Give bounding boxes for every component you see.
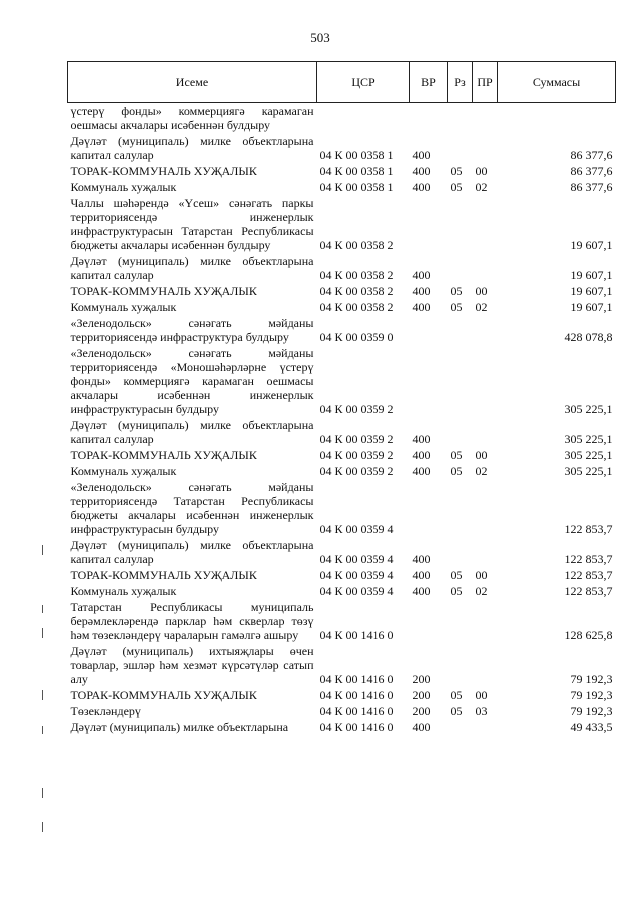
cell-pr: 03 [475,704,488,718]
cell-name: Дәүләт (муниципаль) милке объектларына капитал салулар [70,134,314,162]
cell-name: Төзекләндерү [70,704,141,718]
cell-rz: 05 [450,704,463,718]
table-row [68,417,616,447]
cell-name: Дәүләт (муниципаль) милке объектларына капитал салулар [70,538,314,566]
cell-vr: 200 [412,704,431,718]
table-row [68,463,616,479]
cell-vr: 400 [412,180,431,194]
cell-sum: 305 225,1 [564,402,613,416]
cell-pr [473,599,498,643]
cell-pr [473,345,498,417]
table-row [68,179,616,195]
column-header-pr: ПР [473,62,498,103]
table-row [68,299,616,315]
cell-sum: 19 607,1 [570,300,613,314]
cell-csr: 04 К 00 0359 4 [319,552,394,566]
cell-name: Чаллы шәһәрендә «Үсеш» сәнәгать паркы территориясендә инженерлык инфраструктурасын Татарстан Республикасы бюджеты акчалары исәбеннән булдыру [70,196,314,252]
cell-rz [448,315,473,345]
cell-pr [473,537,498,567]
cell-pr [473,643,498,687]
cell-name: Коммуналь хуҗалык [70,464,177,478]
cell-rz [448,133,473,163]
cell-rz: 05 [450,464,463,478]
cell-vr: 400 [412,584,431,598]
cell-pr [473,133,498,163]
cell-rz: 05 [450,284,463,298]
column-header-csr: ЦСР [317,62,410,103]
cell-pr: 02 [475,584,488,598]
cell-name: ТОРАК-КОММУНАЛЬ ХУҖАЛЫК [70,568,257,582]
cell-rz [448,195,473,253]
cell-rz [448,537,473,567]
cell-rz: 05 [450,568,463,582]
cell-csr: 04 К 00 0359 2 [319,402,394,416]
cell-pr [473,417,498,447]
table-row [68,643,616,687]
cell-sum: 128 625,8 [564,628,613,642]
column-header-sum: Суммасы [498,62,616,103]
cell-rz: 05 [450,448,463,462]
cell-csr: 04 К 00 1416 0 [319,704,394,718]
cell-name: ТОРАК-КОММУНАЛЬ ХУҖАЛЫК [70,448,257,462]
cell-rz: 05 [450,164,463,178]
table-row [68,283,616,299]
cell-vr: 400 [412,464,431,478]
table-row [68,703,616,719]
cell-vr: 400 [412,568,431,582]
table-row [68,103,616,134]
cell-rz: 05 [450,688,463,702]
cell-sum: 86 377,6 [570,180,613,194]
cell-rz [448,253,473,283]
table-row [68,133,616,163]
table-row [68,195,616,253]
cell-pr: 00 [475,164,488,178]
cell-rz: 05 [450,300,463,314]
table-row [68,687,616,703]
cell-vr [410,599,448,643]
cell-csr: 04 К 00 0358 2 [319,300,394,314]
cell-vr: 400 [412,284,431,298]
cell-pr [473,253,498,283]
cell-pr [473,103,498,134]
table-row [68,537,616,567]
cell-sum: 122 853,7 [564,522,613,536]
cell-sum: 79 192,3 [570,672,613,686]
cell-name: Дәүләт (муниципаль) ихтыяҗлары өчен товарлар, эшләр һәм хезмәт күрсәтүләр сатып алу [70,644,314,686]
cell-name: Дәүләт (муниципаль) милке объектларына капитал салулар [70,418,314,446]
cell-name: ТОРАК-КОММУНАЛЬ ХУҖАЛЫК [70,164,257,178]
cell-pr: 00 [475,688,488,702]
cell-sum: 86 377,6 [570,164,613,178]
table-row [68,479,616,537]
cell-vr [410,195,448,253]
cell-csr: 04 К 00 0359 4 [319,568,394,582]
cell-name: Коммуналь хуҗалык [70,584,177,598]
cell-sum: 19 607,1 [570,268,613,282]
column-header-vr: ВР [410,62,448,103]
cell-pr [473,719,498,735]
cell-csr: 04 К 00 0358 1 [319,180,394,194]
cell-name: «Зеленодольск» сәнәгать мәйданы территориясендә Татарстан Республикасы бюджеты акчалары исәбеннән инженерлык инфраструктурасын булдыру [70,480,314,536]
cell-rz [448,345,473,417]
cell-pr: 00 [475,568,488,582]
cell-csr [317,103,410,134]
table-row [68,315,616,345]
cell-csr: 04 К 00 0359 4 [319,584,394,598]
cell-csr: 04 К 00 0358 2 [319,268,394,282]
cell-sum: 428 078,8 [564,330,613,344]
cell-csr: 04 К 00 0358 2 [319,284,394,298]
cell-rz [448,479,473,537]
cell-vr: 400 [412,552,431,566]
cell-vr: 400 [412,268,431,282]
cell-sum [498,103,616,134]
cell-sum: 19 607,1 [570,238,613,252]
cell-csr: 04 К 00 0358 2 [319,238,394,252]
cell-pr: 02 [475,180,488,194]
cell-pr [473,479,498,537]
cell-sum: 122 853,7 [564,552,613,566]
cell-csr: 04 К 00 0359 0 [319,330,394,344]
cell-vr [410,345,448,417]
cell-pr [473,315,498,345]
cell-vr [410,103,448,134]
cell-csr: 04 К 00 1416 0 [319,672,394,686]
cell-vr: 400 [412,164,431,178]
cell-vr: 400 [412,300,431,314]
cell-csr: 04 К 00 0358 1 [319,164,394,178]
cell-vr [410,315,448,345]
cell-name: Коммуналь хуҗалык [70,180,177,194]
table-row [68,567,616,583]
cell-rz [448,417,473,447]
cell-vr: 200 [412,672,431,686]
cell-csr: 04 К 00 1416 0 [319,720,394,734]
cell-sum: 305 225,1 [564,448,613,462]
cell-vr: 400 [412,432,431,446]
table-row [68,163,616,179]
table-row [68,719,616,735]
cell-name: Дәүләт (муниципаль) милке объектларына капитал салулар [70,254,314,282]
page-number: 503 [310,30,330,45]
table-row [68,253,616,283]
cell-sum: 305 225,1 [564,464,613,478]
cell-rz [448,599,473,643]
table-header-row [68,62,616,103]
cell-sum: 79 192,3 [570,704,613,718]
cell-vr: 400 [412,720,431,734]
cell-sum: 49 433,5 [570,720,613,734]
cell-rz [448,719,473,735]
cell-vr: 400 [412,148,431,162]
cell-csr: 04 К 00 1416 0 [319,628,394,642]
table-row [68,447,616,463]
table-body [68,103,616,736]
column-header-rz: Рз [448,62,473,103]
cell-pr: 00 [475,284,488,298]
table-row [68,345,616,417]
column-header-name: Исеме [68,62,317,103]
cell-csr: 04 К 00 0359 4 [319,522,394,536]
cell-pr: 02 [475,300,488,314]
cell-name: үстерү фонды» коммерциягә карамаган оешмасы акчалары исәбеннән булдыру [70,104,314,132]
cell-vr [410,479,448,537]
cell-pr: 02 [475,464,488,478]
cell-rz [448,103,473,134]
cell-sum: 79 192,3 [570,688,613,702]
cell-sum: 122 853,7 [564,568,613,582]
cell-rz: 05 [450,584,463,598]
table-row [68,599,616,643]
cell-name: Дәүләт (муниципаль) милке объектларына [70,720,289,734]
table-row [68,583,616,599]
cell-name: ТОРАК-КОММУНАЛЬ ХУҖАЛЫК [70,688,257,702]
cell-name: ТОРАК-КОММУНАЛЬ ХУҖАЛЫК [70,284,257,298]
cell-name: Татарстан Республикасы муниципаль берәмлекләрендә парклар һәм скверлар төзү һәм төзекләндерү чараларын гамәлгә ашыру [70,600,314,642]
cell-name: «Зеленодольск» сәнәгать мәйданы территориясендә «Моношәһәрләрне үстерү фонды» коммерциягә карамаган оешмасы акчалары исәбеннән инженерлык инфраструктурасын булдыру [70,346,314,416]
cell-name: «Зеленодольск» сәнәгать мәйданы территориясендә инфраструктура булдыру [70,316,314,344]
budget-table [67,61,616,735]
cell-vr: 200 [412,688,431,702]
cell-sum: 122 853,7 [564,584,613,598]
cell-csr: 04 К 00 0359 2 [319,432,394,446]
cell-pr [473,195,498,253]
cell-csr: 04 К 00 0358 1 [319,148,394,162]
cell-csr: 04 К 00 0359 2 [319,448,394,462]
cell-sum: 305 225,1 [564,432,613,446]
cell-rz: 05 [450,180,463,194]
cell-pr: 00 [475,448,488,462]
cell-vr: 400 [412,448,431,462]
cell-rz [448,643,473,687]
cell-csr: 04 К 00 1416 0 [319,688,394,702]
cell-name: Коммуналь хуҗалык [70,300,177,314]
cell-sum: 86 377,6 [570,148,613,162]
cell-csr: 04 К 00 0359 2 [319,464,394,478]
cell-sum: 19 607,1 [570,284,613,298]
